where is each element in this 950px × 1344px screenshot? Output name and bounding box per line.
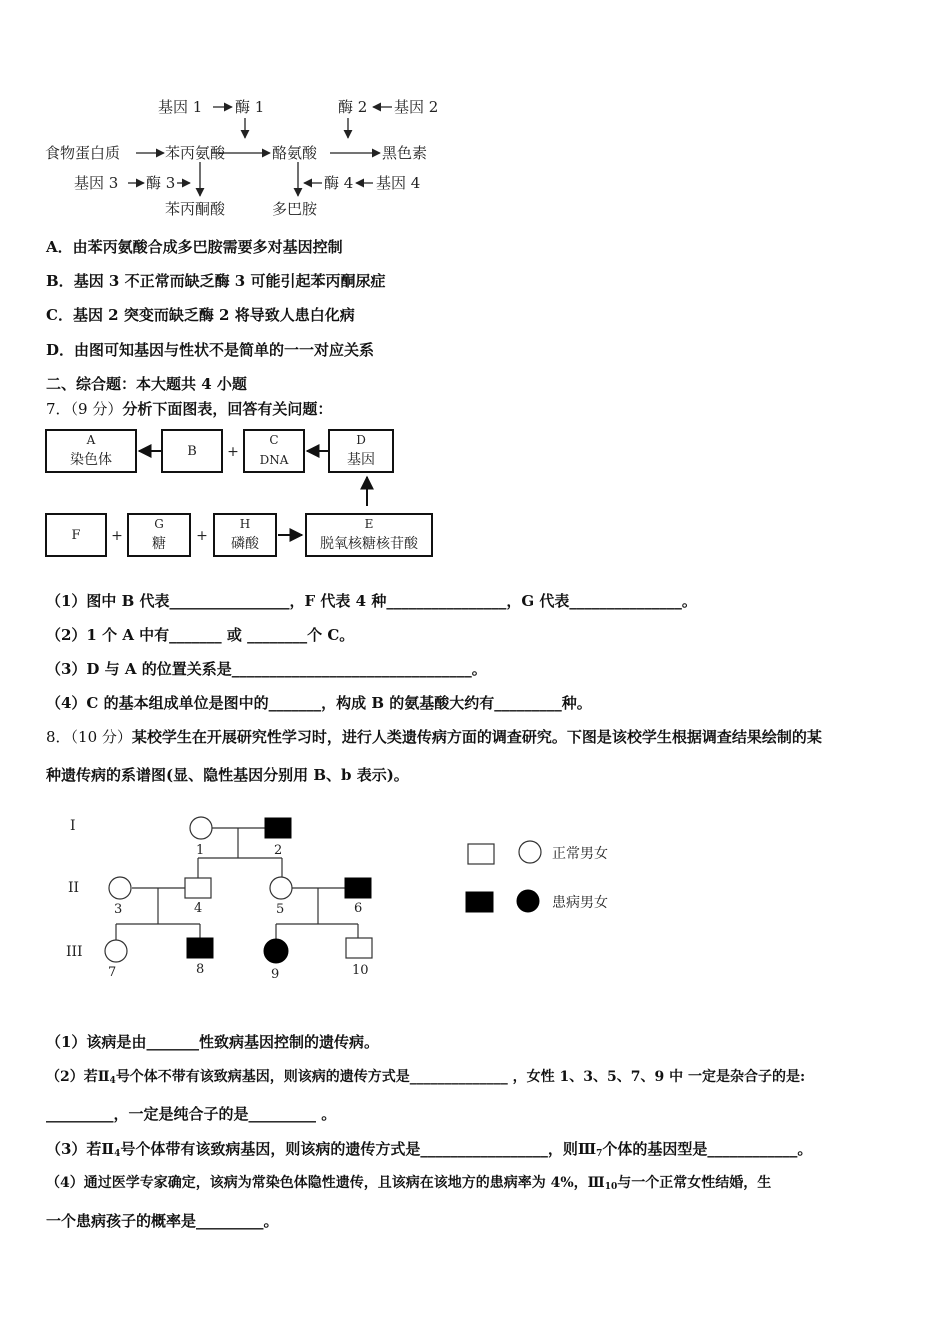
q7-sub1: （1）图中 B 代表________________，F 代表 4 种________________，G 代表_______________。 xyxy=(46,592,697,610)
option-letter: C． xyxy=(46,306,73,324)
individual-id: 9 xyxy=(271,967,280,982)
phenylalanine-label: 苯丙氨酸 xyxy=(165,144,226,162)
q7-sub4: （4）C 的基本组成单位是图中的_______，构成 B 的氨基酸大约有_________种。 xyxy=(46,694,592,712)
legend-normal-male xyxy=(468,844,494,864)
legend-affected-label: 患病男女 xyxy=(552,895,608,911)
box-b-letter: B xyxy=(187,444,197,459)
q8-sub2-prefix: （2）若Ⅱ xyxy=(46,1069,110,1085)
enzyme4-label: 酶 4 xyxy=(324,174,354,192)
food-protein-label: 食物蛋白质 xyxy=(45,144,121,162)
section-heading: 二、综合题：本大题共 4 小题 xyxy=(46,375,247,393)
gene1-label: 基因 1 xyxy=(158,98,203,116)
box-g-letter: G xyxy=(154,517,164,531)
box-f-letter: F xyxy=(71,528,81,543)
q8-sub3-subscript2: 7 xyxy=(596,1149,603,1159)
legend-normal-female xyxy=(519,841,541,863)
option-d xyxy=(46,339,374,360)
box-e-letter: E xyxy=(364,517,374,531)
option-text: 基因 3 不正常而缺乏酶 3 可能引起苯丙酮尿症 xyxy=(73,272,386,290)
q8-sub2-text: 号个体不带有该致病基因，则该病的遗传方式是______________ ，女性 1、3、5、7、9 中 一定是杂合子的是: xyxy=(115,1069,806,1085)
individual-4-normal-male xyxy=(185,878,211,898)
q8-sub3-text: 号个体带有该致病基因，则该病的遗传方式是_________________，则Ⅲ xyxy=(120,1140,597,1158)
q8-sub3-tail: 个体的基因型是____________。 xyxy=(602,1140,813,1158)
plus-sign: + xyxy=(111,528,123,544)
option-text: 基因 2 突变而缺乏酶 2 将导致人患白化病 xyxy=(72,306,355,324)
q7-stem xyxy=(46,398,332,419)
gene4-label: 基因 4 xyxy=(376,174,421,192)
tyrosine-label: 酪氨酸 xyxy=(272,144,318,162)
q8-sub4-subscript: 10 xyxy=(604,1182,618,1192)
individual-10-normal-male xyxy=(346,938,372,958)
individual-7-normal-female xyxy=(105,940,127,962)
gene2-label: 基因 2 xyxy=(394,98,439,116)
individual-id: 2 xyxy=(274,843,283,858)
q8-stem-line2: 种遗传病的系谱图(显、隐性基因分别用 B、b 表示)。 xyxy=(46,766,409,784)
individual-3-normal-female xyxy=(109,877,131,899)
option-a xyxy=(46,236,343,257)
individual-id: 4 xyxy=(194,901,203,916)
individual-id: 6 xyxy=(354,901,363,916)
q8-sub2-line1 xyxy=(46,1066,805,1086)
q8-sub4-line2: 一个患病孩子的概率是_________。 xyxy=(46,1212,279,1230)
individual-8-affected-male xyxy=(187,938,213,958)
q8-stem1: 某校学生在开展研究性学习时，进行人类遗传病方面的调查研究。下图是该校学生根据调查结果绘制的某 xyxy=(131,728,822,746)
individual-id: 5 xyxy=(276,902,285,917)
option-letter: A． xyxy=(46,238,73,256)
q7-diagram xyxy=(44,424,436,560)
box-c-letter: C xyxy=(269,433,279,447)
individual-5-normal-female xyxy=(270,877,292,899)
box-e-label: 脱氧核糖核苷酸 xyxy=(320,536,418,552)
q7-stem-text: 分析下面图表，回答有关问题： xyxy=(122,400,333,418)
box-a-letter: A xyxy=(86,433,96,447)
q8-sub4-text: 与一个正常女性结婚，生 xyxy=(617,1175,772,1191)
option-letter: B． xyxy=(46,272,74,290)
individual-id: 8 xyxy=(196,962,205,977)
pedigree-chart xyxy=(60,808,640,988)
gene3-label: 基因 3 xyxy=(74,174,119,192)
legend-affected-female xyxy=(517,890,539,912)
generation-i-label: I xyxy=(70,818,76,834)
box-g-label: 糖 xyxy=(152,536,166,552)
q8-stem-line1 xyxy=(46,726,822,747)
individual-1-normal-female xyxy=(190,817,212,839)
option-c xyxy=(46,304,355,325)
individual-9-affected-female xyxy=(264,939,288,963)
enzyme2-label: 酶 2 xyxy=(338,98,368,116)
individual-id: 3 xyxy=(114,902,123,917)
individual-6-affected-male xyxy=(345,878,371,898)
enzyme3-label: 酶 3 xyxy=(146,174,176,192)
plus-sign: + xyxy=(196,528,208,544)
box-c-label: DNA xyxy=(259,453,289,467)
box-d-letter: D xyxy=(356,433,366,447)
generation-iii-label: III xyxy=(66,944,83,960)
q8-sub2-subscript: 4 xyxy=(109,1076,116,1086)
box-h-letter: H xyxy=(239,517,251,531)
box-a-label: 染色体 xyxy=(70,452,112,468)
option-letter: D． xyxy=(46,341,75,359)
q7-number: 7． xyxy=(46,400,71,418)
individual-id: 10 xyxy=(352,963,369,978)
q7-sub3: （3）D 与 A 的位置关系是________________________________。 xyxy=(46,660,487,678)
legend-normal-label: 正常男女 xyxy=(552,846,608,862)
phenylpyruvic-label: 苯丙酮酸 xyxy=(165,200,226,218)
option-b xyxy=(46,270,385,291)
box-h-label: 磷酸 xyxy=(231,536,259,552)
enzyme1-label: 酶 1 xyxy=(235,98,265,116)
legend-affected-male xyxy=(466,892,493,912)
q8-number: 8． xyxy=(46,728,71,746)
individual-2-affected-male xyxy=(265,818,291,838)
individual-id: 7 xyxy=(108,965,117,980)
q8-sub1: （1）该病是由_______性致病基因控制的遗传病。 xyxy=(46,1033,379,1051)
option-text: 由苯丙氨酸合成多巴胺需要多对基因控制 xyxy=(72,238,343,256)
q8-sub2-line2: _________，一定是纯合子的是_________ 。 xyxy=(46,1105,337,1123)
q8-sub3 xyxy=(46,1138,812,1159)
generation-ii-label: II xyxy=(68,880,80,896)
plus-sign: + xyxy=(227,444,239,460)
q7-sub2: （2）1 个 A 中有_______ 或 ________个 C。 xyxy=(46,626,355,644)
q8-sub4-line1 xyxy=(46,1172,771,1192)
box-d-label: 基因 xyxy=(347,452,375,468)
q8-sub4-prefix: （4）通过医学专家确定，该病为常染色体隐性遗传，且该病在该地方的患病率为 4%，Ⅲ xyxy=(46,1175,605,1191)
q8-sub3-subscript: 4 xyxy=(114,1149,121,1159)
q8-score: （10 分） xyxy=(70,728,132,746)
q7-score: （9 分） xyxy=(70,400,123,418)
option-text: 由图可知基因与性状不是简单的一一对应关系 xyxy=(74,341,375,359)
pathway-figure xyxy=(40,92,460,222)
q8-sub3-prefix: （3）若Ⅱ xyxy=(46,1140,115,1158)
dopamine-label: 多巴胺 xyxy=(272,200,318,218)
melanin-label: 黑色素 xyxy=(382,144,428,162)
individual-id: 1 xyxy=(196,843,205,858)
